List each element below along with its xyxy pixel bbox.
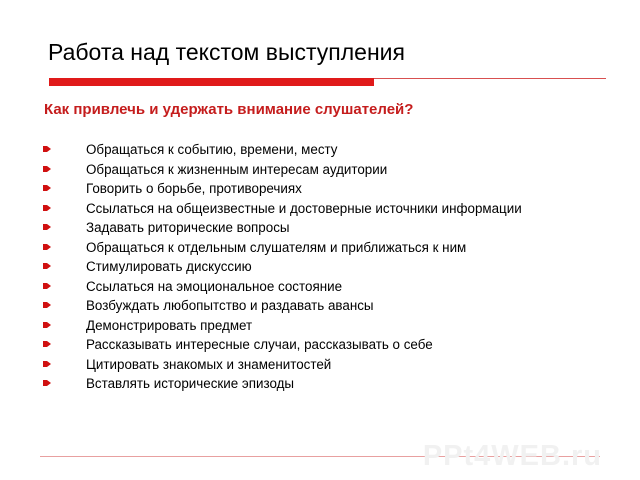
list-item-text: Говорить о борьбе, противоречиях bbox=[86, 181, 302, 196]
list-item-text: Демонстрировать предмет bbox=[86, 317, 253, 333]
list-item-text: Стимулировать дискуссию bbox=[86, 259, 252, 274]
list-item bbox=[40, 202, 600, 216]
list-item bbox=[40, 299, 600, 313]
list-item bbox=[40, 280, 600, 294]
slide-subtitle: Как привлечь и удержать внимание слушателей? bbox=[44, 101, 414, 118]
list-item-text: Обращаться к событию, времени, месту bbox=[86, 142, 338, 157]
list-item bbox=[40, 338, 600, 352]
list-item bbox=[40, 358, 600, 372]
list-item-text: Обращаться к жизненным интересам аудитории bbox=[86, 161, 388, 177]
list-item bbox=[40, 319, 600, 333]
watermark-logo: PPt4WEB.ru bbox=[422, 440, 602, 472]
list-item-text: Цитировать знакомых и знаменитостей bbox=[86, 356, 332, 372]
list-item-text: Возбуждать любопытство и раздавать авансы bbox=[86, 298, 374, 313]
list-item-text: Обращаться к отдельным слушателям и приближаться к ним bbox=[86, 239, 467, 255]
list-item-text: Ссылаться на эмоциональное состояние bbox=[86, 278, 343, 294]
list-item bbox=[40, 182, 600, 196]
list-item bbox=[40, 260, 600, 274]
slide-title: Работа над текстом выступления bbox=[48, 39, 405, 65]
title-underline-thick bbox=[49, 78, 374, 86]
list-item-text: Рассказывать интересные случаи, рассказывать о себе bbox=[86, 337, 433, 352]
list-item-text: Ссылаться на общеизвестные и достоверные источники информации bbox=[86, 200, 522, 216]
list-item bbox=[40, 143, 600, 157]
list-item bbox=[40, 163, 600, 177]
list-item-text: Задавать риторические вопросы bbox=[86, 220, 290, 235]
bullet-list bbox=[40, 143, 600, 397]
list-item-text: Вставлять исторические эпизоды bbox=[86, 376, 295, 391]
title-underline-thin bbox=[374, 78, 606, 79]
list-item bbox=[40, 241, 600, 255]
list-item bbox=[40, 221, 600, 235]
list-item bbox=[40, 377, 600, 391]
